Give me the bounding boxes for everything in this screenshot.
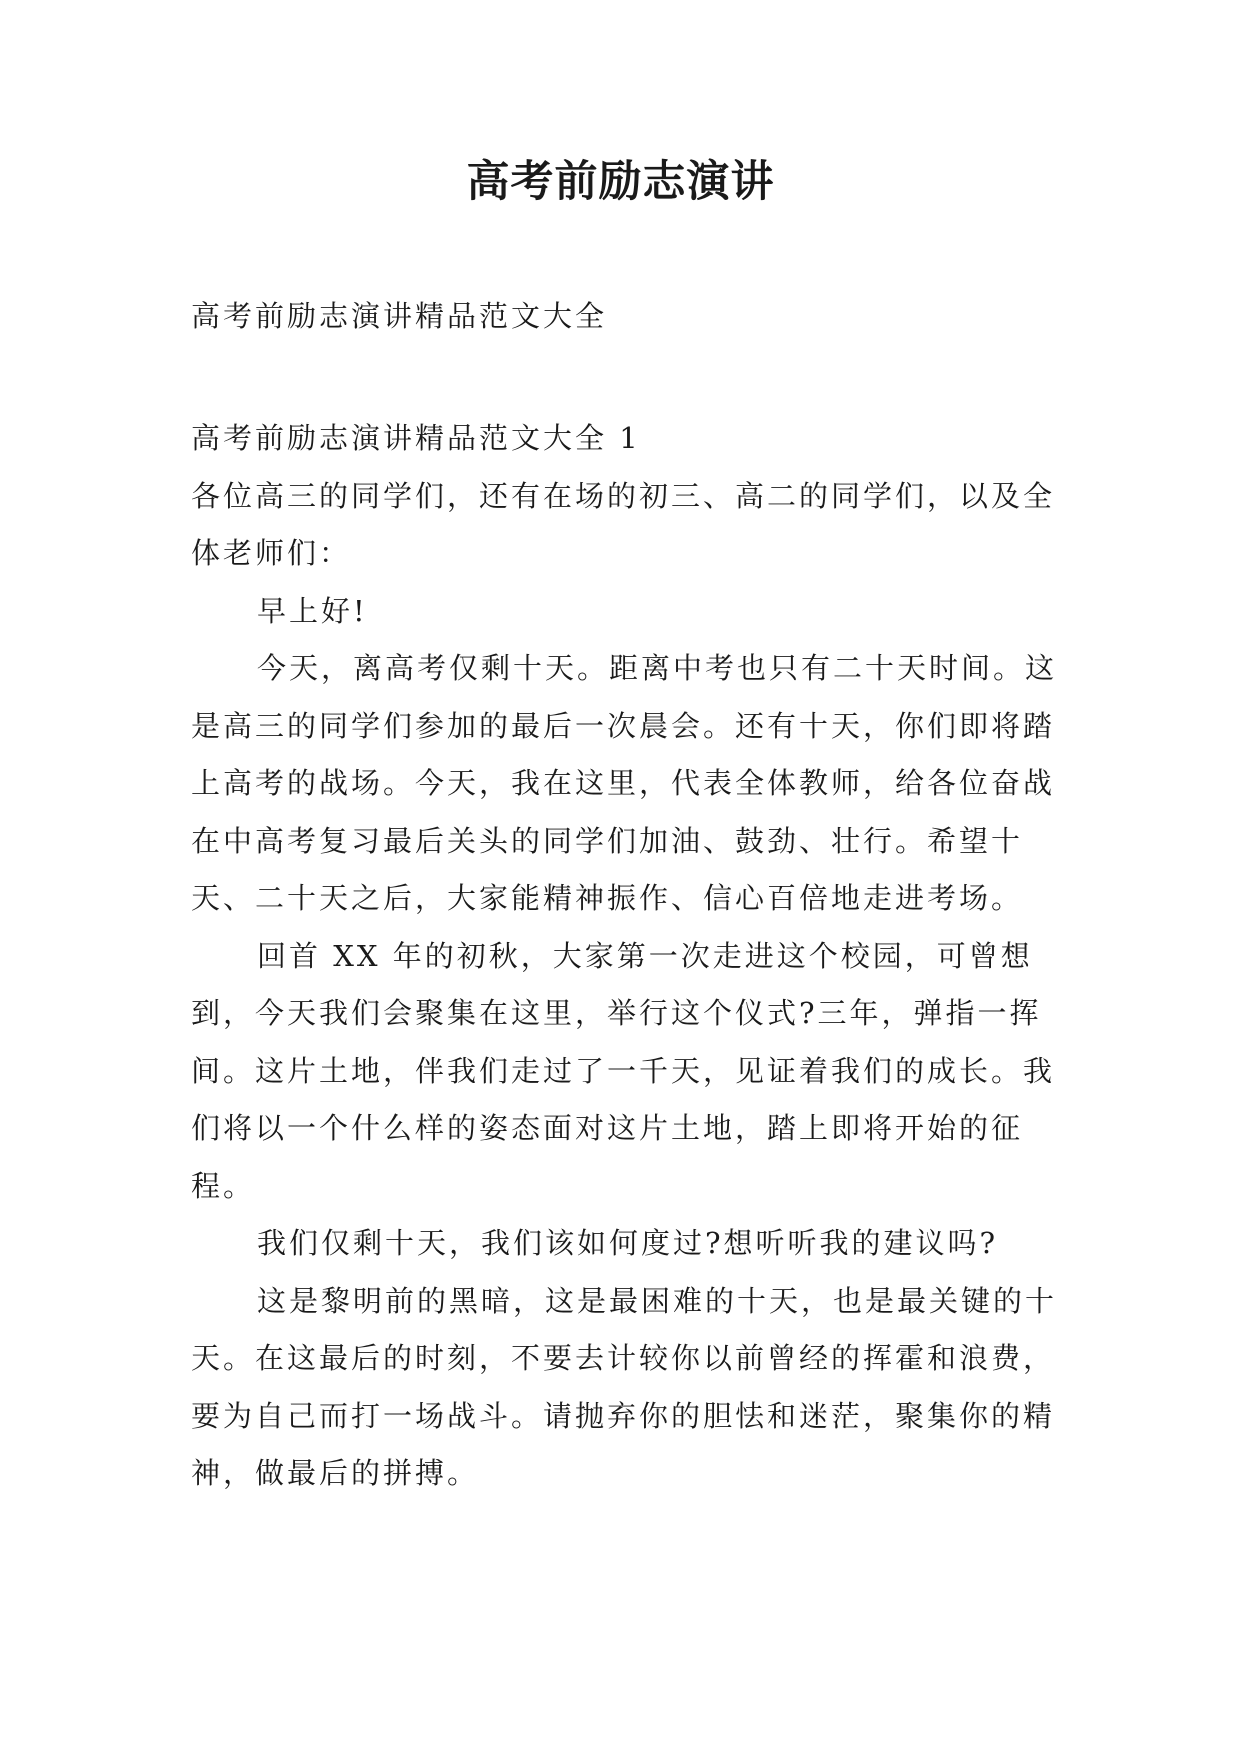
section-heading: 高考前励志演讲精品范文大全 1 — [191, 421, 641, 455]
document-title: 高考前励志演讲 — [466, 157, 775, 207]
paragraph: 这是黎明前的黑暗，这是最困难的十天，也是最关键的十天。在这最后的时刻，不要去计较你以前曾经的挥霍和浪费，要为自己而打一场战斗。请抛弃你的胆怯和迷茫，聚集你的精神，做最后的拼搏。 — [191, 1283, 1058, 1490]
paragraph: 今天，离高考仅剩十天。距离中考也只有二十天时间。这是高三的同学们参加的最后一次晨会。还有十天，你们即将踏上高考的战场。今天，我在这里，代表全体教师，给各位奋战在中高考复习最后关头的同学们加油、鼓劲、壮行。希望十天、二十天之后，大家能精神振作、信心百倍地走进考场。 — [191, 651, 1058, 915]
paragraph: 我们仅剩十天，我们该如何度过?想听听我的建议吗? — [257, 1226, 999, 1260]
paragraph-greeting: 早上好! — [257, 593, 368, 628]
document-subtitle: 高考前励志演讲精品范文大全 — [191, 299, 608, 333]
salutation: 各位高三的同学们，还有在场的初三、高二的同学们，以及全体老师们： — [191, 478, 1056, 570]
paragraph: 回首 XX 年的初秋，大家第一次走进这个校园，可曾想到，今天我们会聚集在这里，举行这个仪式?三年，弹指一挥间。这片土地，伴我们走过了一千天，见证着我们的成长。我们将以一个什么样的姿态面对这片土地，踏上即将开始的征程。 — [191, 938, 1056, 1203]
document-body — [191, 410, 1061, 1503]
